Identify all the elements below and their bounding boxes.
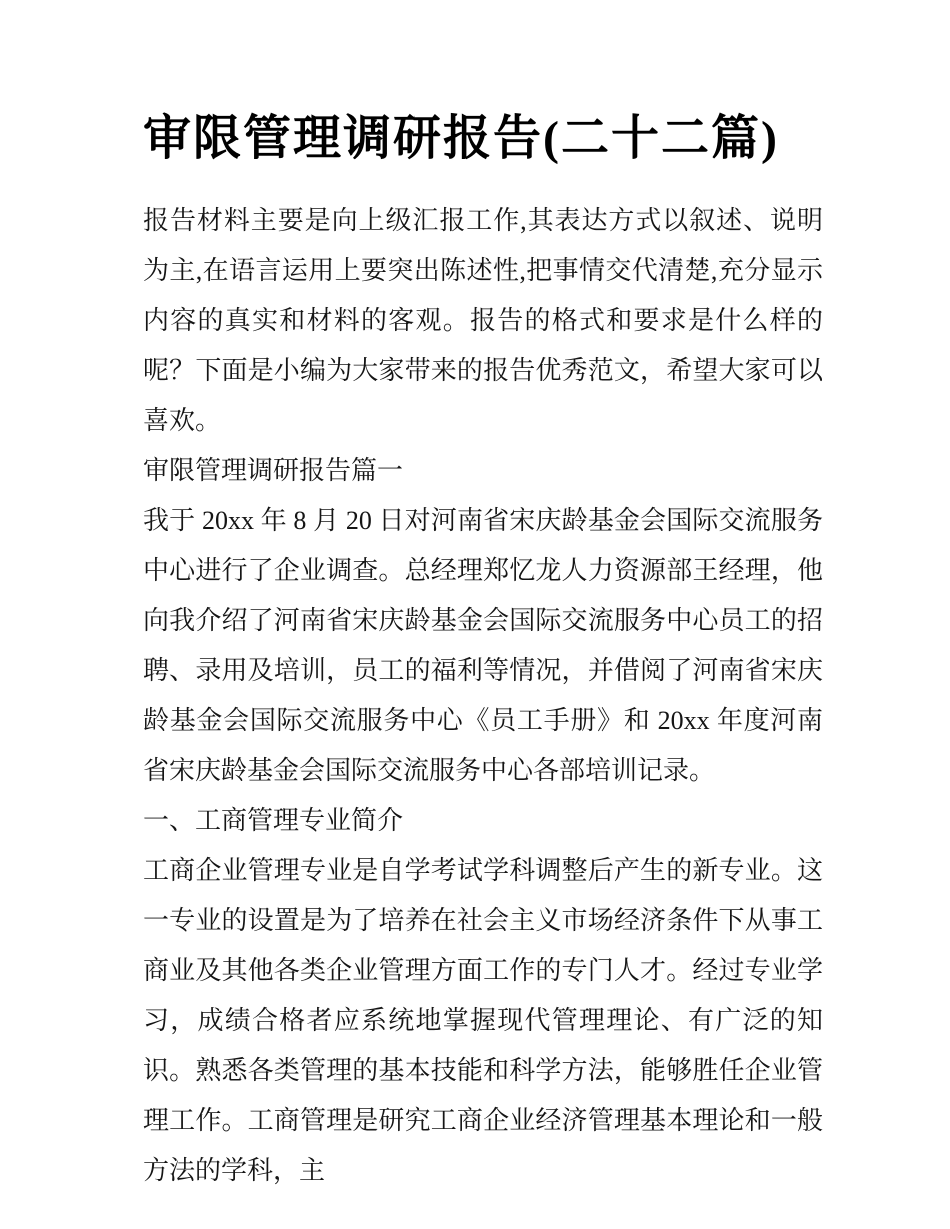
- body-paragraph: 报告材料主要是向上级汇报工作,其表达方式以叙述、说明为主,在语言运用上要突出陈述性,把事情交代清楚,充分显示内容的真实和材料的客观。报告的格式和要求是什么样的呢？下面是小编为大家带来的报告优秀范文，希望大家可以喜欢。: [143, 206, 823, 435]
- document-body: [143, 196, 823, 1196]
- body-paragraph: 我于 20xx 年 8 月 20 日对河南省宋庆龄基金会国际交流服务中心进行了企业调查。总经理郑忆龙人力资源部王经理，他向我介绍了河南省宋庆龄基金会国际交流服务中心员工的招聘、录用及培训，员工的福利等情况，并借阅了河南省宋庆龄基金会国际交流服务中心《员工手册》和 20xx 年度河南省宋庆龄基金会国际交流服务中心各部培训记录。: [143, 506, 823, 785]
- section-heading: 审限管理调研报告篇一: [143, 456, 404, 485]
- body-paragraph: 工商企业管理专业是自学考试学科调整后产生的新专业。这一专业的设置是为了培养在社会主义市场经济条件下从事工商业及其他各类企业管理方面工作的专门人才。经过专业学习，成绩合格者应系统地掌握现代管理理论、有广泛的知识。熟悉各类管理的基本技能和科学方法，能够胜任企业管理工作。工商管理是研究工商企业经济管理基本理论和一般方法的学科，主: [143, 856, 823, 1185]
- document-title: 审限管理调研报告(二十二篇): [143, 112, 779, 165]
- section-heading: 一、工商管理专业简介: [143, 806, 404, 835]
